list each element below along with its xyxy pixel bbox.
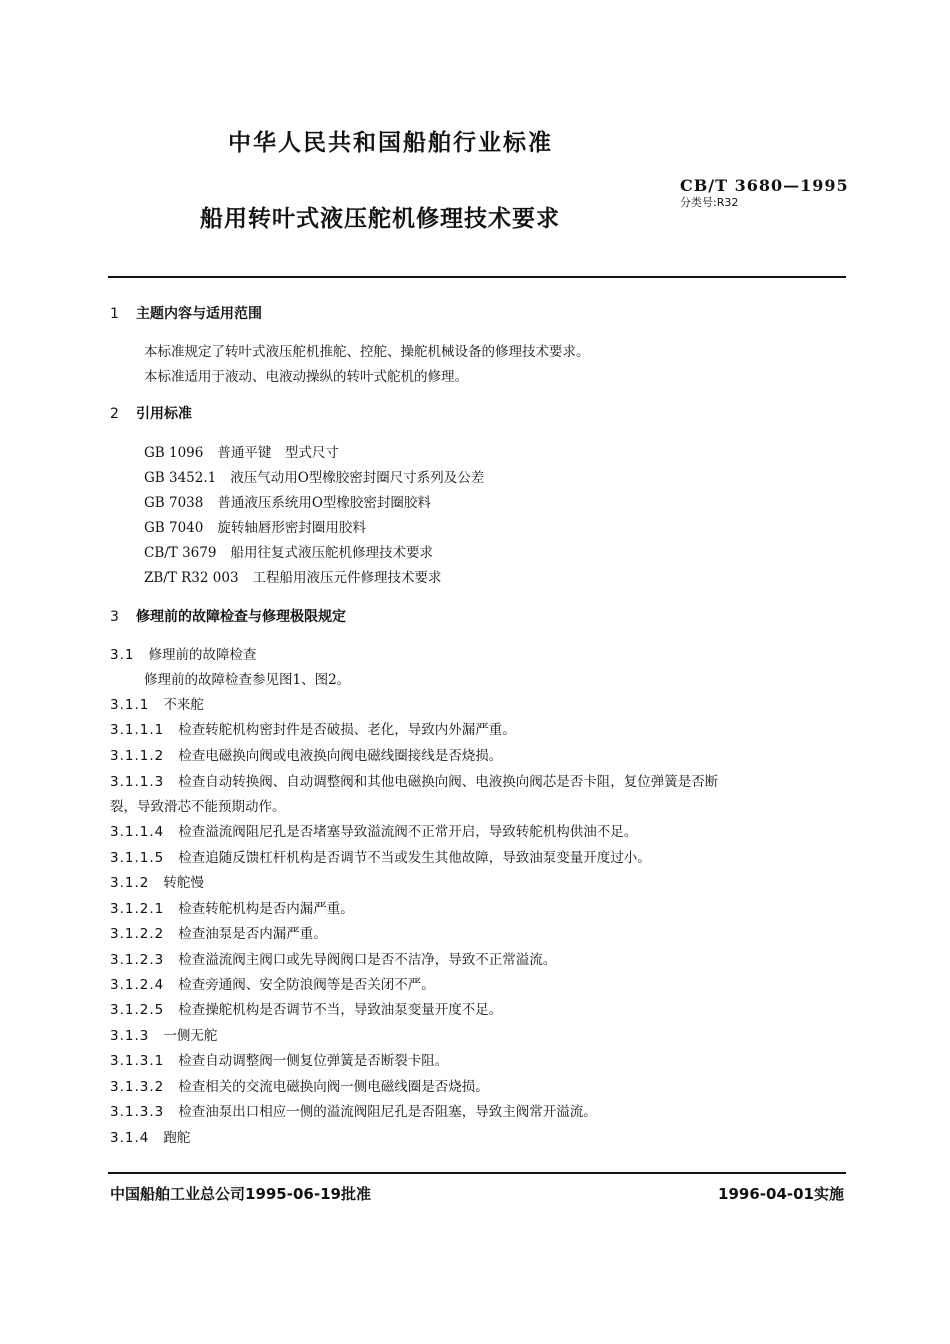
- reference-item: GB 1096 普通平键 型式尺寸: [144, 445, 339, 461]
- section-1-paragraph: 本标准规定了转叶式液压舵机推舵、控舵、操舵机械设备的修理技术要求。: [144, 344, 590, 360]
- clause: 3.1.2.2 检查油泵是否内漏严重。: [110, 926, 327, 942]
- clause: 3.1.2 转舵慢: [110, 875, 204, 891]
- clause: 3.1.1.3 检查自动转换阀、自动调整阀和其他电磁换向阀、电液换向阀芯是否卡阻，复位弹簧是否断: [110, 774, 719, 790]
- clause: 3.1.1.1 检查转舵机构密封件是否破损、老化，导致内外漏严重。: [110, 722, 516, 738]
- clause: 3.1.3 一侧无舵: [110, 1028, 218, 1044]
- clause: 3.1.3.3 检查油泵出口相应一侧的溢流阀阻尼孔是否阻塞，导致主阀常开溢流。: [110, 1104, 597, 1120]
- clause: 3.1.1.5 检查追随反馈杠杆机构是否调节不当或发生其他故障，导致油泵变量开度过小。: [110, 850, 651, 866]
- section-1-paragraph: 本标准适用于液动、电液动操纵的转叶式舵机的修理。: [144, 369, 468, 385]
- clause-continuation: 裂，导致滑芯不能预期动作。: [110, 799, 286, 815]
- footer-divider: [108, 1172, 846, 1174]
- clause: 3.1 修理前的故障检查: [110, 647, 257, 663]
- document-title: 船用转叶式液压舵机修理技术要求: [200, 206, 560, 232]
- clause: 3.1.2.3 检查溢流阀主阀口或先导阀阀口是否不洁净，导致不正常溢流。: [110, 952, 557, 968]
- clause: 3.1.1.4 检查溢流阀阻尼孔是否堵塞导致溢流阀不正常开启，导致转舵机构供油不足。: [110, 824, 638, 840]
- clause: 3.1.2.4 检查旁通阀、安全防浪阀等是否关闭不严。: [110, 977, 435, 993]
- clause-paragraph: 修理前的故障检查参见图1、图2。: [144, 672, 351, 688]
- clause: 3.1.3.2 检查相关的交流电磁换向阀一侧电磁线圈是否烧损。: [110, 1079, 489, 1095]
- section-2-heading: 2 引用标准: [110, 406, 192, 422]
- classification-number: 分类号:R32: [680, 196, 739, 209]
- reference-item: CB/T 3679 船用往复式液压舵机修理技术要求: [144, 545, 433, 561]
- clause: 3.1.3.1 检查自动调整阀一侧复位弹簧是否断裂卡阻。: [110, 1053, 449, 1069]
- clause: 3.1.1.2 检查电磁换向阀或电液换向阀电磁线圈接线是否烧损。: [110, 748, 503, 764]
- section-1-heading: 1 主题内容与适用范围: [110, 306, 262, 322]
- reference-item: GB 7040 旋转轴唇形密封圈用胶料: [144, 520, 366, 536]
- standard-number: CB/T 3680—1995: [680, 176, 849, 195]
- reference-item: ZB/T R32 003 工程船用液压元件修理技术要求: [144, 570, 442, 586]
- clause: 3.1.2.1 检查转舵机构是否内漏严重。: [110, 901, 354, 917]
- clause: 3.1.4 跑舵: [110, 1130, 191, 1146]
- reference-item: GB 3452.1 液压气动用O型橡胶密封圈尺寸系列及公差: [144, 470, 485, 486]
- reference-item: GB 7038 普通液压系统用O型橡胶密封圈胶料: [144, 495, 431, 511]
- clause: 3.1.2.5 检查操舵机构是否调节不当，导致油泵变量开度不足。: [110, 1002, 503, 1018]
- effective-date: 1996-04-01实施: [718, 1185, 844, 1203]
- section-3-heading: 3 修理前的故障检查与修理极限规定: [110, 609, 346, 625]
- clause: 3.1.1 不来舵: [110, 697, 204, 713]
- issuing-organization: 中华人民共和国船舶行业标准: [228, 130, 553, 156]
- approval-note: 中国船舶工业总公司1995-06-19批准: [110, 1185, 371, 1203]
- header-divider: [108, 276, 846, 278]
